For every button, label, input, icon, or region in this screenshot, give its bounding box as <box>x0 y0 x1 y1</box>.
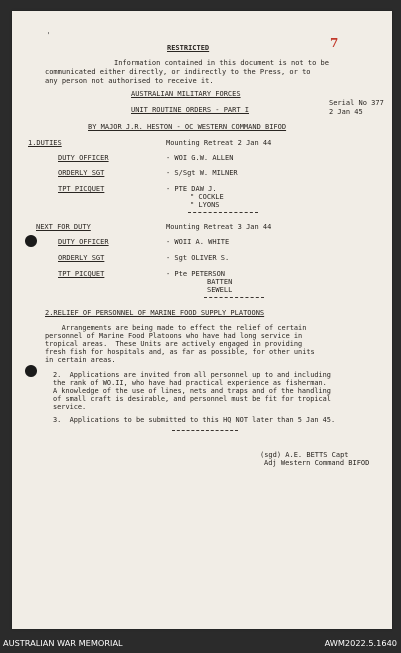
dotted-separator <box>188 212 258 213</box>
duties-mounting: Mounting Retreat 2 Jan 44 <box>166 139 272 147</box>
signature-line-2: Adj Western Command BIFOD <box>264 459 370 467</box>
paragraph-1: Arrangements are being made to effect the relief of certain personnel of Marine Food Platoons who have had long service in tropical areas. These Units are actively engaged in providing fresh fish for hospitals and, as far as possible, for other units in certain areas. <box>45 324 315 364</box>
footer-source: AUSTRALIAN WAR MEMORIAL <box>3 638 123 648</box>
reference-mark: 7 <box>330 36 339 50</box>
paragraph-3: 3. Applications to be submitted to this HQ NOT later than 5 Jan 45. <box>53 416 336 424</box>
section-2-heading: 2.RELIEF OF PERSONNEL OF MARINE FOOD SUPPLY PLATOONS <box>45 309 265 317</box>
warning-line-2: communicated either directly, or indirectly to the Press, or to <box>45 68 311 76</box>
picquet-extra: " COCKLE <box>190 193 224 201</box>
duty-role: ORDERLY SGT <box>58 254 105 262</box>
footer-accession-number: AWM2022.5.1640 <box>324 638 397 648</box>
duty-person: - Pte PETERSON <box>166 270 226 278</box>
pencil-tick-icon: ' <box>46 31 51 40</box>
punch-hole <box>25 365 37 377</box>
warning-line-1: Information contained in this document is not to be <box>114 59 329 67</box>
duty-role: DUTY OFFICER <box>58 154 109 162</box>
dotted-separator <box>204 297 264 298</box>
classification-label: RESTRICTED <box>167 44 210 52</box>
duty-person: - PTE DAW J. <box>166 185 217 193</box>
warning-line-3: any person not authorised to receive it. <box>45 77 214 85</box>
paragraph-2: 2. Applications are invited from all personnel up to and including the rank of WO.II, who have had practical experience as fisherman. A knowledge of the use of lines, nets and traps and of the handling of small craft is desirable, and personnel must be fit for tropical service. <box>53 371 331 411</box>
duty-role: TPT PICQUET <box>58 185 105 193</box>
duty-person: - S/Sgt W. MILNER <box>166 169 238 177</box>
next-duty-mounting: Mounting Retreat 3 Jan 44 <box>166 223 272 231</box>
duty-person: - WOII A. WHITE <box>166 238 230 246</box>
author-line: BY MAJOR J.R. HESTON - OC WESTERN COMMAND BIFOD <box>88 123 287 131</box>
duty-role: ORDERLY SGT <box>58 169 105 177</box>
picquet-extra: BATTEN <box>207 278 233 286</box>
signature-line-1: (sgd) A.E. BETTS Capt <box>260 451 349 459</box>
dotted-separator <box>172 430 238 431</box>
duty-person: - Sgt OLIVER S. <box>166 254 230 262</box>
duties-heading: 1.DUTIES <box>28 139 62 147</box>
org-title: AUSTRALIAN MILITARY FORCES <box>131 90 241 98</box>
duty-role: DUTY OFFICER <box>58 238 109 246</box>
duty-person: - WOI G.W. ALLEN <box>166 154 234 162</box>
picquet-extra: " LYONS <box>190 201 220 209</box>
picquet-extra: SEWELL <box>207 286 233 294</box>
document-page <box>12 11 392 629</box>
serial-number: Serial No 377 <box>329 99 384 107</box>
duty-role: TPT PICQUET <box>58 270 105 278</box>
next-duty-heading: NEXT FOR DUTY <box>36 223 91 231</box>
document-date: 2 Jan 45 <box>329 108 363 116</box>
document-title: UNIT ROUTINE ORDERS - PART I <box>131 106 250 114</box>
punch-hole <box>25 235 37 247</box>
